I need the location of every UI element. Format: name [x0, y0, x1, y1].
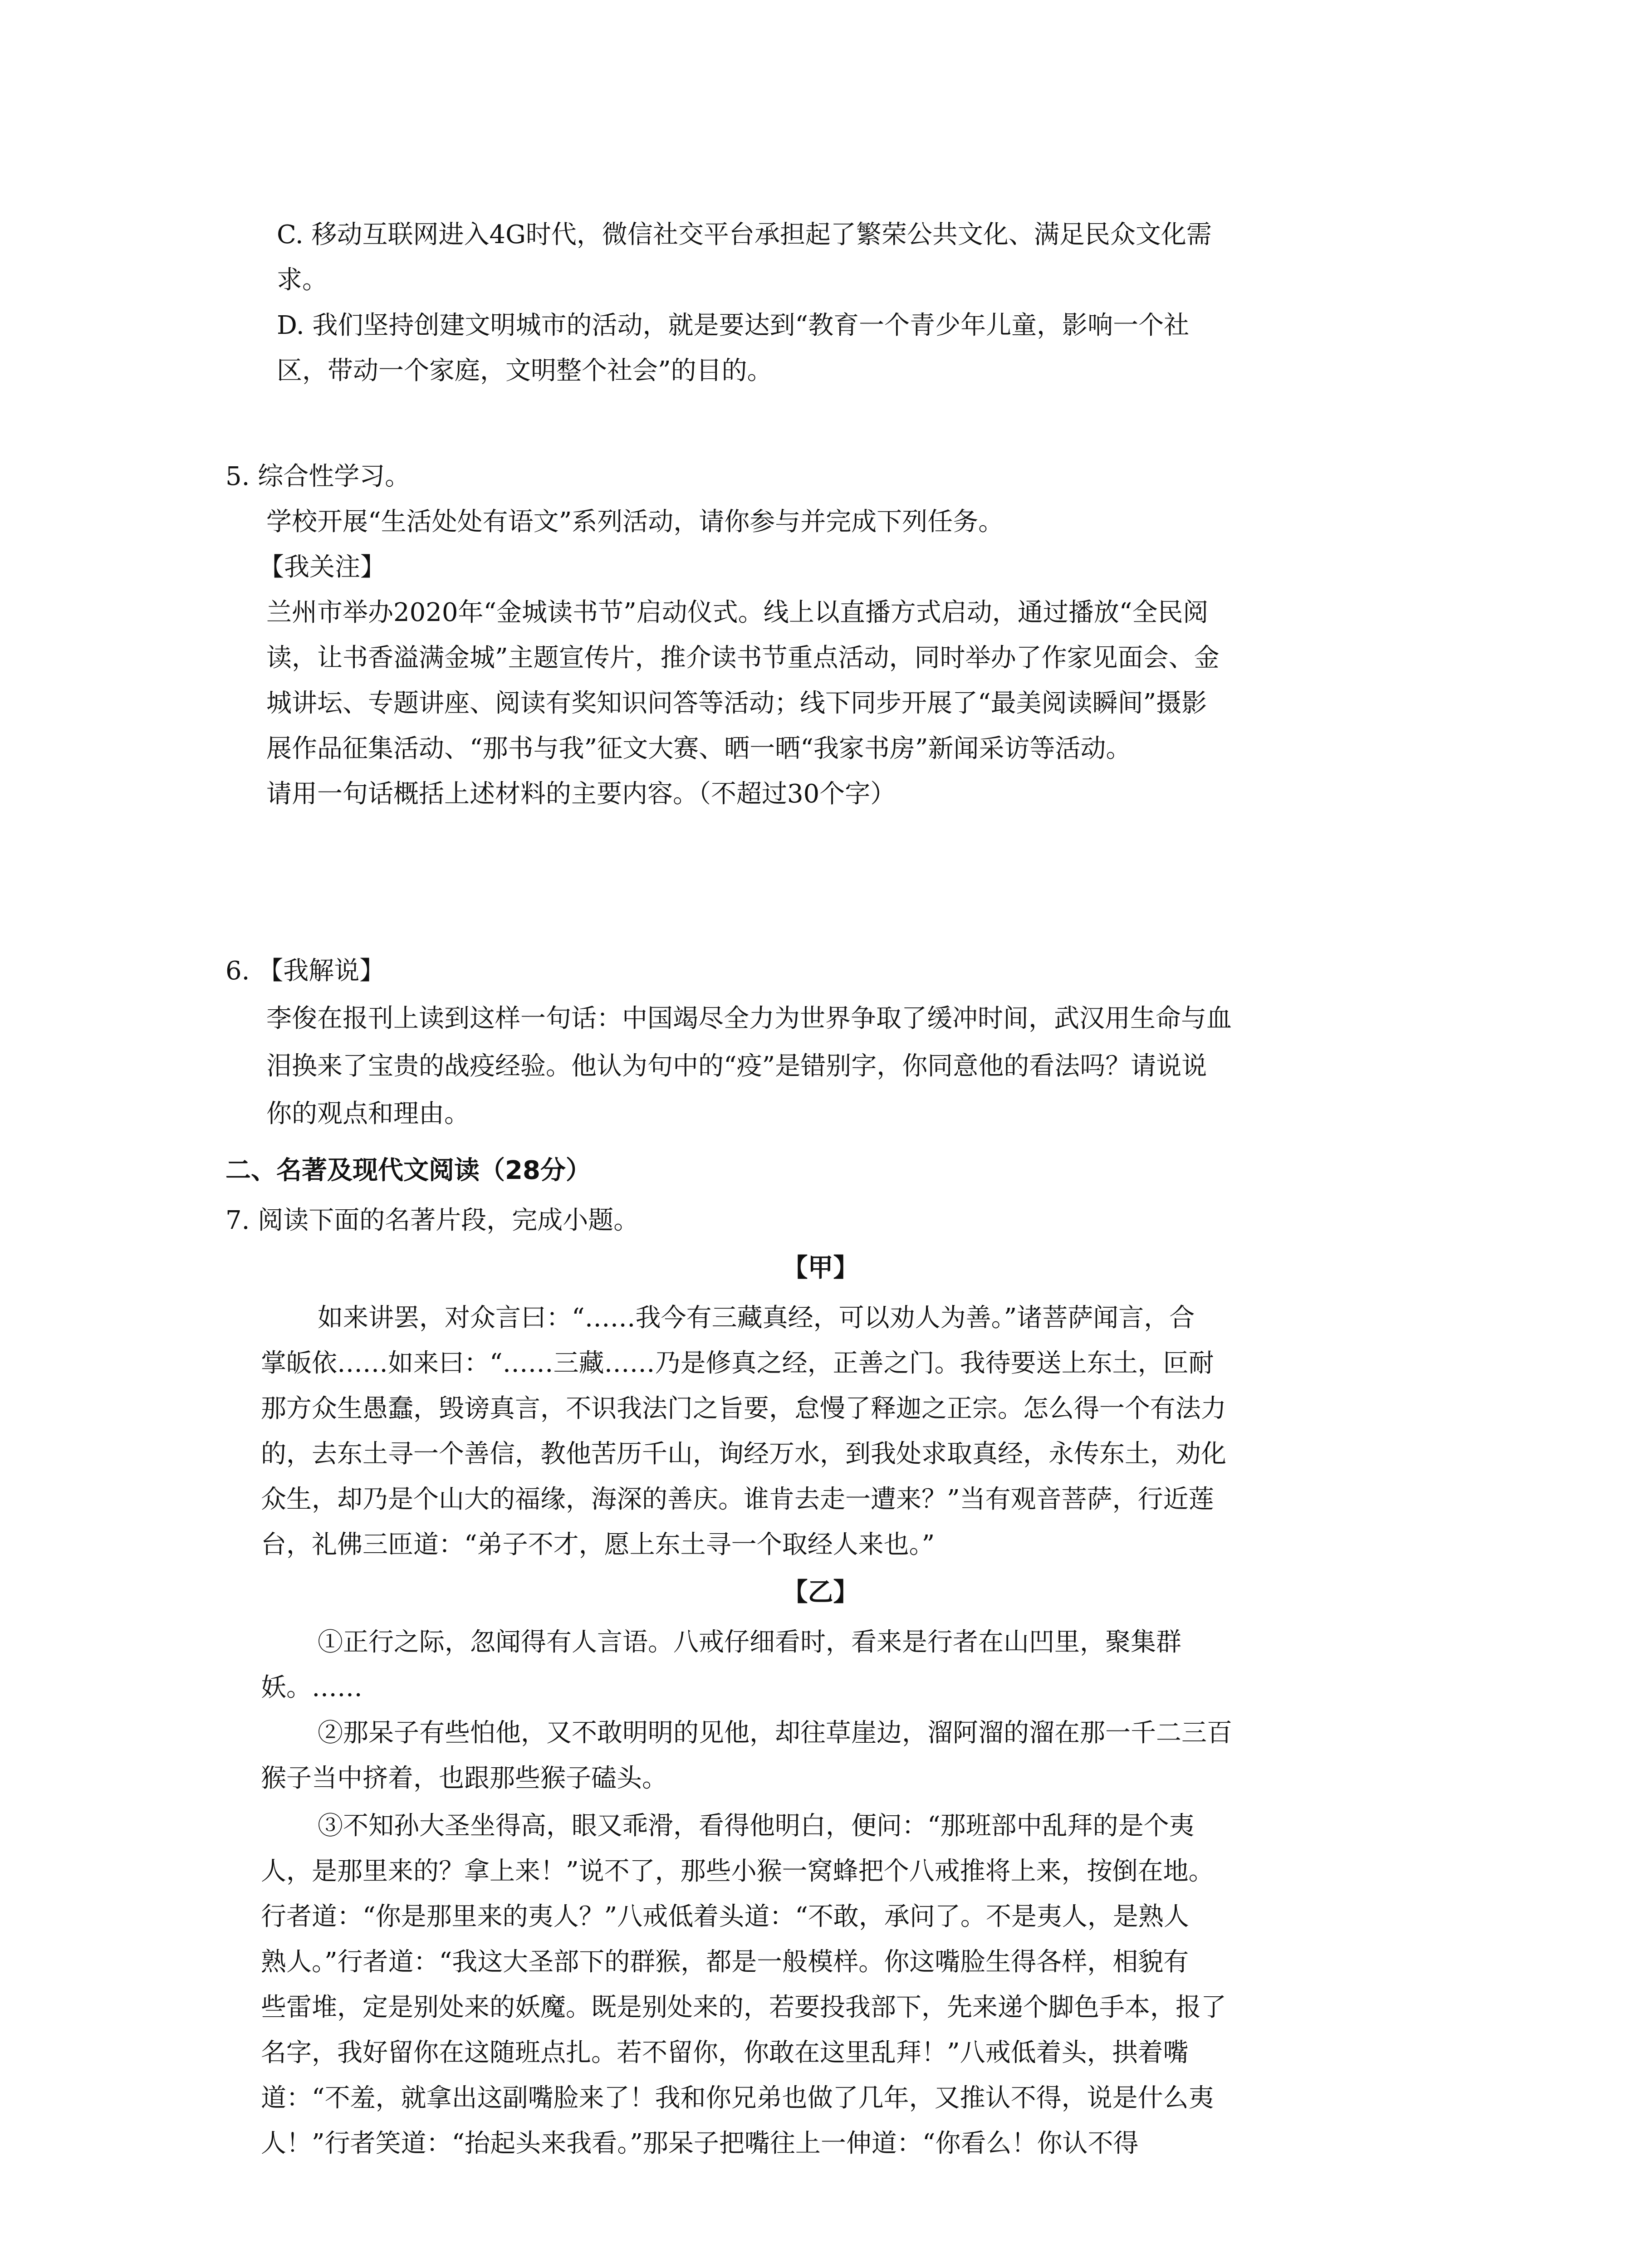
q6-body-line: 李俊在报刊上读到这样一句话：中国竭尽全力为世界争取了缓冲时间，武汉用生命与血 [266, 1004, 1232, 1033]
passage-yi-line: 人！”行者笑道：“抬起头来我看。”那呆子把嘴往上一伸道：“你看么！你认不得 [261, 2129, 1139, 2158]
passage-jia-title: 【甲】 [782, 1253, 859, 1283]
section-title: 二、名著及现代文阅读（28分） [225, 1156, 591, 1185]
q6-body-line: 你的观点和理由。 [266, 1099, 470, 1129]
option-c-line-2: 求。 [277, 265, 328, 295]
passage-jia-line: 台，礼佛三匝道：“弟子不才，愿上东土寻一个取经人来也。” [261, 1530, 935, 1559]
q6-heading: 6. 【我解说】 [225, 956, 385, 986]
q5-material-line: 兰州市举办2020年“金城读书节”启动仪式。线上以直播方式启动，通过播放“全民阅 [266, 598, 1209, 627]
passage-yi-line: 人，是那里来的？拿上来！”说不了，那些小猴一窝蜂把个八戒推将上来，按倒在地。 [261, 1857, 1214, 1886]
q6-body-line: 泪换来了宝贵的战疫经验。他认为句中的“疫”是错别字，你同意他的看法吗？请说说 [266, 1051, 1207, 1081]
passage-jia-line: 如来讲罢，对众言曰：“……我今有三藏真经，可以劝人为善。”诸菩萨闻言，合 [318, 1303, 1195, 1333]
passage-yi-line: 猴子当中挤着，也跟那些猴子磕头。 [261, 1764, 667, 1793]
passage-jia-line: 的，去东土寻一个善信，教他苦历千山，询经万水，到我处求取真经，永传东土，劝化 [261, 1439, 1226, 1469]
passage-yi-line: 熟人。”行者道：“我这大圣部下的群猴，都是一般模样。你这嘴脸生得各样，相貌有 [261, 1947, 1189, 1977]
passage-yi-line: ③不知孙大圣坐得高，眼又乖滑，看得他明白，便问：“那班部中乱拜的是个夷 [318, 1811, 1195, 1841]
q5-heading: 5. 综合性学习。 [225, 462, 411, 491]
option-d-line-1: D. 我们坚持创建文明城市的活动，就是要达到“教育一个青少年儿童，影响一个社 [277, 311, 1190, 340]
passage-yi-line: ②那呆子有些怕他，又不敢明明的见他，却往草崖边，溜阿溜的溜在那一千二三百 [318, 1718, 1232, 1748]
passage-jia-line: 众生，却乃是个山大的福缘，海深的善庆。谁肯去走一遭来？”当有观音菩萨，行近莲 [261, 1485, 1214, 1514]
passage-yi-line: 道：“不羞，就拿出这副嘴脸来了！我和你兄弟也做了几年，又推认不得，说是什么夷 [261, 2083, 1214, 2113]
q5-material-line: 读，让书香溢满金城”主题宣传片，推介读书节重点活动，同时举办了作家见面会、金 [266, 643, 1220, 673]
q5-material-line: 城讲坛、专题讲座、阅读有奖知识问答等活动；线下同步开展了“最美阅读瞬间”摄影 [266, 689, 1207, 718]
q5-question: 请用一句话概括上述材料的主要内容。（不超过30个字） [266, 779, 896, 809]
passage-jia-line: 掌皈依……如来曰：“……三藏……乃是修真之经，正善之门。我待要送上东土，叵耐 [261, 1349, 1214, 1378]
passage-jia-line: 那方众生愚蠢，毁谤真言，不识我法门之旨要，怠慢了释迦之正宗。怎么得一个有法力 [261, 1394, 1226, 1423]
option-c-line-1: C. 移动互联网进入4G时代，微信社交平台承担起了繁荣公共文化、满足民众文化需 [277, 220, 1212, 249]
passage-yi-line: ①正行之际，忽闻得有人言语。八戒仔细看时，看来是行者在山凹里，聚集群 [318, 1628, 1181, 1657]
q7-heading: 7. 阅读下面的名著片段，完成小题。 [225, 1206, 639, 1235]
passage-yi-line: 些雷堆，定是别处来的妖魔。既是别处来的，若要投我部下，先来递个脚色手本，报了 [261, 1993, 1226, 2022]
passage-yi-title: 【乙】 [782, 1578, 859, 1607]
passage-yi-line: 妖。…… [261, 1673, 362, 1702]
option-d-line-2: 区，带动一个家庭，文明整个社会”的目的。 [277, 356, 773, 386]
q5-intro: 学校开展“生活处处有语文”系列活动，请你参与并完成下列任务。 [266, 507, 1004, 537]
passage-yi-line: 行者道：“你是那里来的夷人？”八戒低着头道：“不敢，承问了。不是夷人，是熟人 [261, 1902, 1189, 1931]
passage-yi-line: 名字，我好留你在这随班点扎。若不留你，你敢在这里乱拜！”八戒低着头，拱着嘴 [261, 2038, 1189, 2068]
q5-subtitle: 【我关注】 [259, 552, 386, 582]
q5-material-line: 展作品征集活动、“那书与我”征文大赛、晒一晒“我家书房”新闻采访等活动。 [266, 734, 1132, 763]
